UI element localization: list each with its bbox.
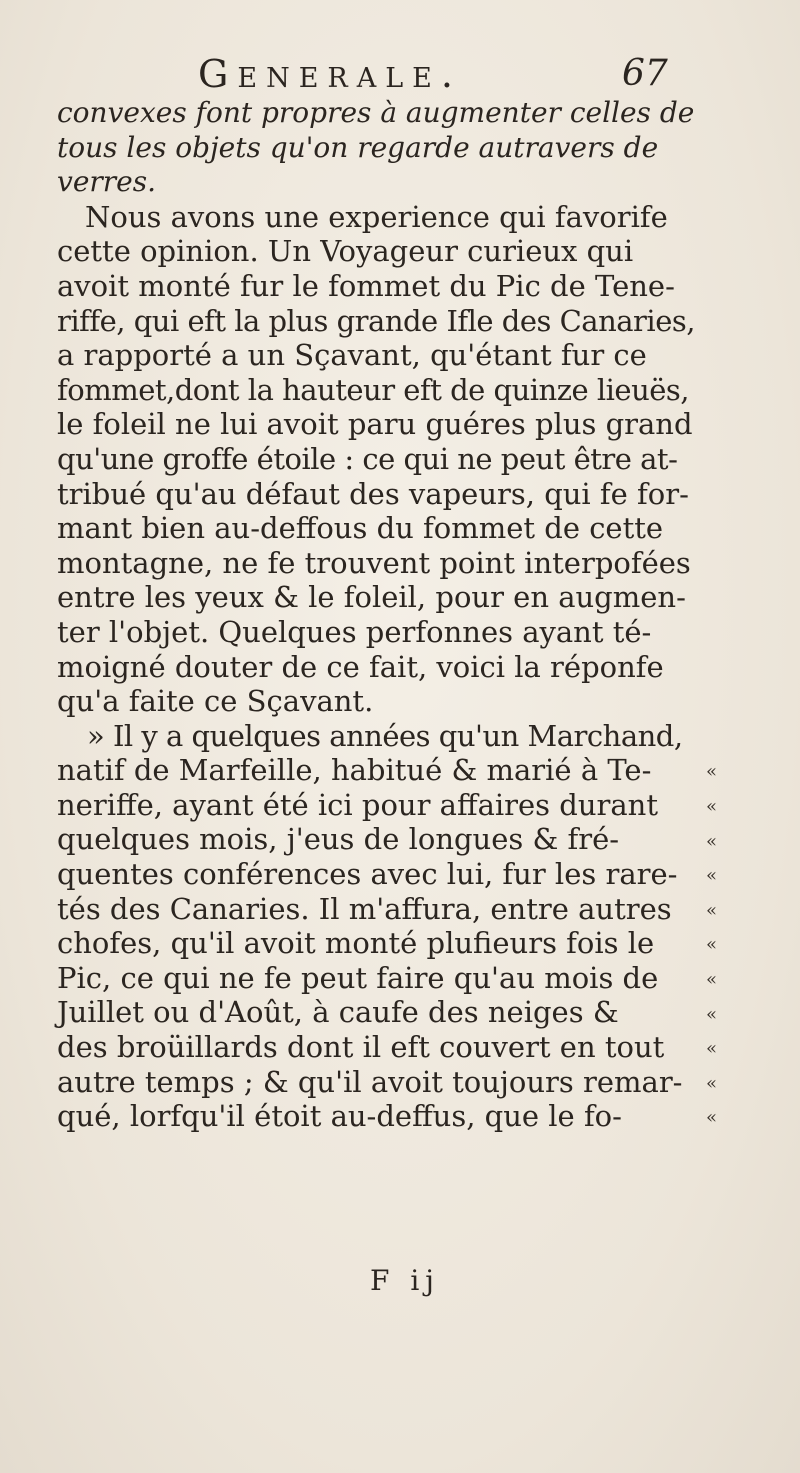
text-line: moigné douter de ce fait, voici la réponfe <box>57 649 664 684</box>
text-line: chofes, qu'il avoit monté plufieurs fois le <box>57 926 655 961</box>
text-line: riffe, qui eft la plus grande Ifle des Canaries, <box>57 303 695 338</box>
text-line: convexes font propres à augmenter celles de <box>57 96 695 129</box>
margin-quote-mark: « <box>706 761 718 783</box>
text-line: neriffe, ayant été ici pour affaires durant <box>57 787 658 822</box>
text-line: a rapporté a un Sçavant, qu'étant fur ce <box>57 338 647 373</box>
text-line: tous les objets qu'on regarde autravers de <box>57 130 659 164</box>
margin-quote-mark: « <box>706 934 718 956</box>
text-line: verres. <box>57 165 156 199</box>
text-line: Nous avons une experience qui favorife <box>85 199 668 234</box>
text-line: tés des Canaries. Il m'affura, entre autres <box>57 891 672 926</box>
text-line: qu'une groffe étoile : ce qui ne peut être at- <box>57 441 678 476</box>
margin-quote-mark: « <box>706 830 718 852</box>
margin-quote-mark: « <box>706 796 718 817</box>
margin-quote-mark: « <box>706 1072 718 1094</box>
text-line: quentes conférences avec lui, fur les rare- <box>57 857 678 892</box>
margin-quote-mark: « <box>706 899 718 921</box>
text-line: » Il y a quelques années qu'un Marchand, <box>87 718 683 753</box>
text-line: qué, lorfqu'il étoit au-deffus, que le fo- <box>57 1099 622 1134</box>
margin-quote-mark: « <box>706 1107 718 1129</box>
text-line: entre les yeux & le foleil, pour en augmen- <box>57 580 686 615</box>
text-line: autre temps ; & qu'il avoit toujours remar- <box>57 1064 683 1099</box>
text-line: natif de Marfeille, habitué & marié à Te- <box>57 753 652 788</box>
page-header <box>0 52 800 96</box>
text-line: cette opinion. Un Voyageur curieux qui <box>57 234 634 269</box>
signature-mark: F ij <box>370 1264 440 1297</box>
margin-quote-mark: « <box>706 865 718 887</box>
text-line: mant bien au-deffous du fommet de cette <box>57 511 664 546</box>
text-line: le foleil ne lui avoit paru guéres plus grand <box>57 407 693 442</box>
text-line: Juillet ou d'Août, à caufe des neiges & <box>57 995 619 1030</box>
text-line: ter l'objet. Quelques perfonnes ayant té- <box>57 614 652 649</box>
text-line: quelques mois, j'eus de longues & fré- <box>57 822 620 857</box>
running-title: Generale. <box>198 52 462 96</box>
text-line: avoit monté fur le fommet du Pic de Tene- <box>57 268 675 303</box>
text-line: qu'a faite ce Sçavant. <box>57 684 374 719</box>
body-text <box>57 96 695 1134</box>
text-line: tribué qu'au défaut des vapeurs, qui fe for- <box>57 476 689 511</box>
margin-quote-mark: « <box>706 1038 718 1060</box>
page-number: 67 <box>622 53 668 94</box>
text-line: des broüillards dont il eft couvert en tout <box>57 1030 665 1065</box>
margin-quote-mark: « <box>706 1003 718 1025</box>
text-line: montagne, ne fe trouvent point interpofées <box>57 545 691 580</box>
text-line: fommet,dont la hauteur eft de quinze lieuës, <box>57 372 690 407</box>
margin-quote-mark: « <box>706 969 718 990</box>
text-line: Pic, ce qui ne fe peut faire qu'au mois de <box>57 960 659 995</box>
